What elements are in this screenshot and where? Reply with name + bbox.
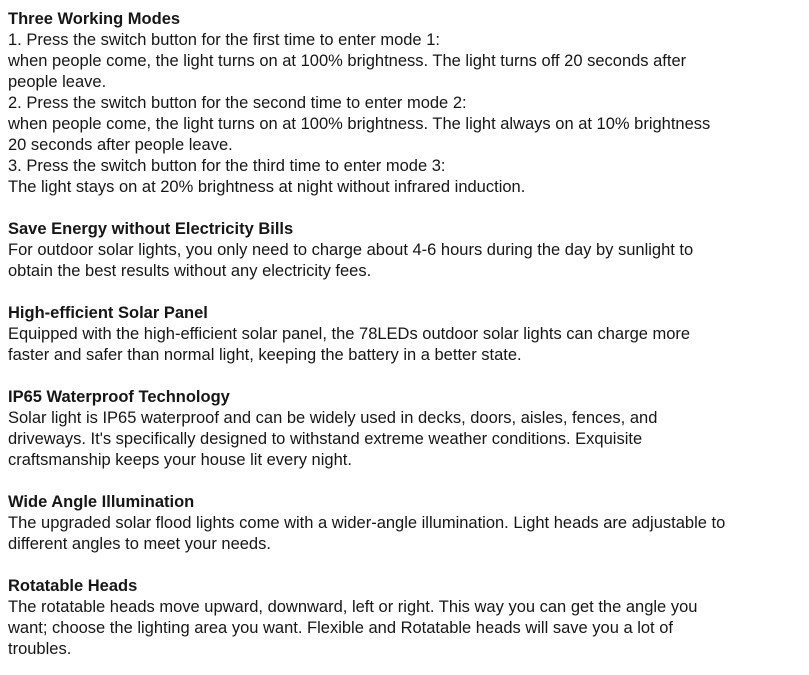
paragraph-line: Solar light is IP65 waterproof and can be widely used in decks, doors, aisles, fences, and <box>8 409 658 427</box>
paragraph-line: want; choose the lighting area you want. Flexible and Rotatable heads will save you a lot of <box>8 619 673 637</box>
section-wide-angle <box>8 492 801 555</box>
paragraph-line: when people come, the light turns on at 100% brightness. The light always on at 10% brightness <box>8 115 711 133</box>
section-three-working-modes <box>8 9 801 198</box>
paragraph-line: 2. Press the switch button for the second time to enter mode 2: <box>8 94 467 112</box>
paragraph-line: troubles. <box>8 640 72 658</box>
paragraph-line: The rotatable heads move upward, downward, left or right. This way you can get the angle you <box>8 598 698 616</box>
paragraph-line: 3. Press the switch button for the third time to enter mode 3: <box>8 157 446 175</box>
paragraph-line: people leave. <box>8 73 107 91</box>
paragraph-line: The light stays on at 20% brightness at night without infrared induction. <box>8 178 526 196</box>
section-save-energy <box>8 219 801 282</box>
paragraph-line: different angles to meet your needs. <box>8 535 271 553</box>
paragraph-line: faster and safer than normal light, keeping the battery in a better state. <box>8 346 522 364</box>
section-heading: Three Working Modes <box>8 10 181 28</box>
paragraph-line: obtain the best results without any electricity fees. <box>8 262 372 280</box>
paragraph-line: 20 seconds after people leave. <box>8 136 233 154</box>
section-heading: High-efficient Solar Panel <box>8 304 208 322</box>
paragraph-line: driveways. It's specifically designed to withstand extreme weather conditions. Exquisite <box>8 430 643 448</box>
section-heading: Save Energy without Electricity Bills <box>8 220 294 238</box>
section-heading: IP65 Waterproof Technology <box>8 388 230 406</box>
section-rotatable-heads <box>8 576 801 660</box>
section-solar-panel <box>8 303 801 366</box>
section-heading: Wide Angle Illumination <box>8 493 195 511</box>
paragraph-line: craftsmanship keeps your house lit every night. <box>8 451 352 469</box>
paragraph-line: when people come, the light turns on at 100% brightness. The light turns off 20 seconds after <box>8 52 687 70</box>
paragraph-line: Equipped with the high-efficient solar panel, the 78LEDs outdoor solar lights can charge more <box>8 325 691 343</box>
section-heading: Rotatable Heads <box>8 577 138 595</box>
paragraph-line: 1. Press the switch button for the first time to enter mode 1: <box>8 31 440 49</box>
paragraph-line: The upgraded solar flood lights come with a wider-angle illumination. Light heads are adjustable to <box>8 514 726 532</box>
paragraph-line: For outdoor solar lights, you only need to charge about 4-6 hours during the day by sunlight to <box>8 241 694 259</box>
section-waterproof <box>8 387 801 471</box>
